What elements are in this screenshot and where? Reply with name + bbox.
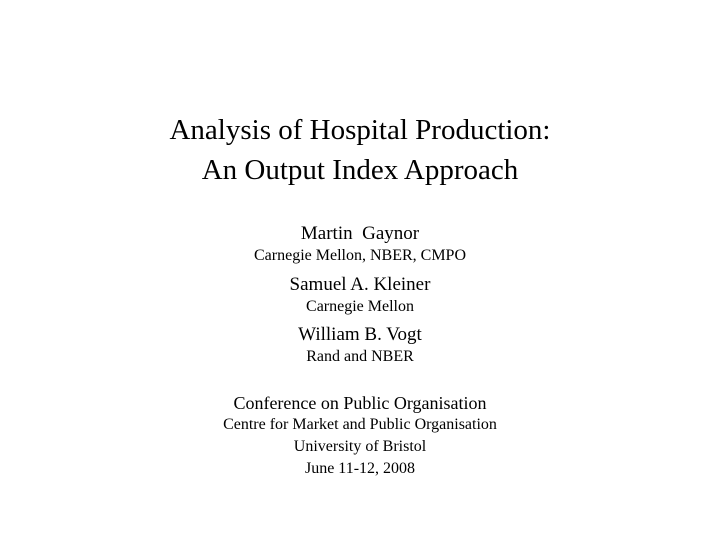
slide-title-line-1: Analysis of Hospital Production: (169, 114, 551, 146)
conference-dates: June 11-12, 2008 (304, 460, 416, 477)
author-affiliation: Carnegie Mellon, NBER, CMPO (254, 247, 466, 264)
conference-name: Conference on Public Organisation (233, 393, 487, 413)
slide-title-line-2: An Output Index Approach (201, 154, 519, 186)
conference-host: Centre for Market and Public Organisation (223, 416, 497, 433)
conference-venue: University of Bristol (293, 438, 427, 455)
author-name: Samuel A. Kleiner (289, 274, 431, 295)
author-name: William B. Vogt (298, 324, 422, 345)
author-name: Martin Gaynor (300, 223, 420, 244)
author-affiliation: Rand and NBER (306, 348, 414, 365)
author-affiliation: Carnegie Mellon (306, 298, 414, 315)
